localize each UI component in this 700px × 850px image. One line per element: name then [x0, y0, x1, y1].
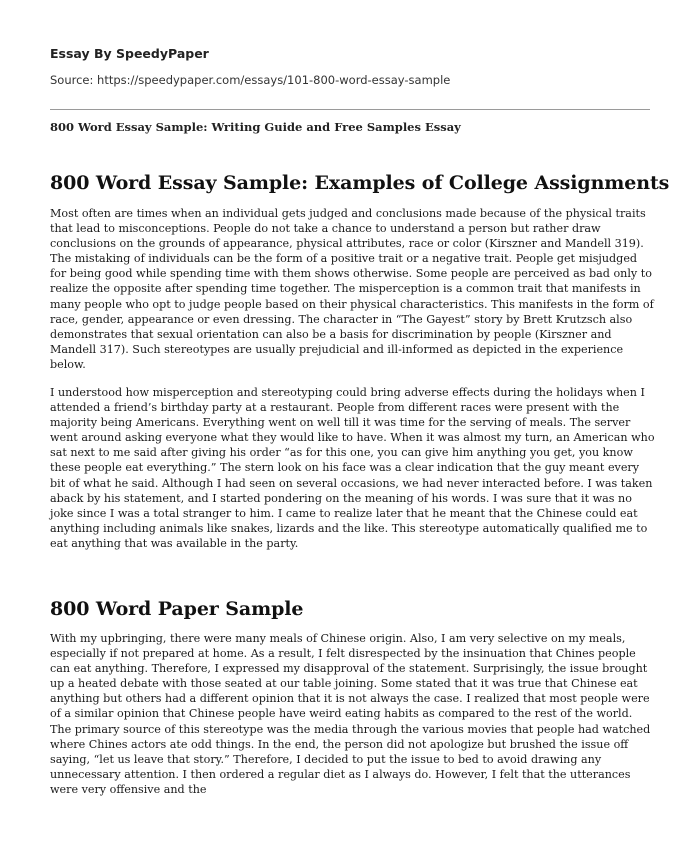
paragraph-intro: Most often are times when an individual gets judged and conclusions made because of the physical traits that lead to misconceptions. People do not take a chance to understand a person but rather draw conclusions on the grounds of appearance, physical attributes, race or color (Kirszner and Mandell 319). The mistaking of individuals can be the form of a positive trait or a negative trait. People get misjudged for being good while spending time with them shows otherwise. Some people are perceived as bad only to realize the opposite after spending time together. The misperception is a common trait that manifests in many people who opt to judge people based on their physical characteristics. This manifests in the form of race, gender, appearance or even dressing. The character in “The Gayest” story by Brett Krutzsch also demonstrates that sexual orientation can also be a basis for discrimination by people (Kirszner and Mandell 317). Such stereotypes are usually prejudicial and ill-informed as depicted in the experience below. — [50, 207, 654, 371]
source-line: Source: https://speedypaper.com/essays/101-800-word-essay-sample — [50, 73, 451, 87]
section-heading-paper-sample: 800 Word Paper Sample — [50, 598, 304, 620]
document-subtitle: 800 Word Essay Sample: Writing Guide and Free Samples Essay — [50, 120, 461, 134]
paragraph-upbringing: With my upbringing, there were many meals of Chinese origin. Also, I am very selective on my meals, especially if not prepared at home. As a result, I felt disrespected by the insinuation that Chines people can eat anything. Therefore, I expressed my disapproval of the statement. Surprisingly, the issue brought up a heated debate with those seated at our table joining. Some stated that it was true that Chinese eat anything but others had a different opinion that it is not always the case. I realized that most people were of a similar opinion that Chinese people have weird eating habits as compared to the rest of the world. The primary source of this stereotype was the media through the various movies that people had watched where Chines actors ate odd things. In the end, the person did not apologize but brushed the issue off saying, “let us leave that story.” Therefore, I decided to put the issue to bed to avoid drawing any unnecessary attention. I then ordered a regular diet as I always do. However, I felt that the utterances were very offensive and the — [50, 632, 651, 796]
section-heading-examples: 800 Word Essay Sample: Examples of College Assignments — [50, 172, 670, 194]
brand-title: Essay By SpeedyPaper — [50, 46, 209, 61]
paragraph-experience: I understood how misperception and stereotyping could bring adverse effects during the holidays when I attended a friend’s birthday party at a restaurant. People from different races were present with the majority being Americans. Everything went on well till it was time for the serving of meals. The server went around asking everyone what they would like to have. When it was almost my turn, an American who sat next to me said after giving his order “as for this one, you can give him anything you get, you know these people eat everything.” The stern look on his face was a clear indication that the guy meant every bit of what he said. Although I had seen on several occasions, we had never interacted before. I was taken aback by his statement, and I started pondering on the meaning of his words. I was sure that it was no joke since I was a total stranger to him. I came to realize later that he meant that the Chinese could eat anything including animals like snakes, lizards and the like. This stereotype automatically qualified me to eat anything that was available in the party. — [50, 386, 655, 550]
header-divider — [50, 109, 650, 110]
